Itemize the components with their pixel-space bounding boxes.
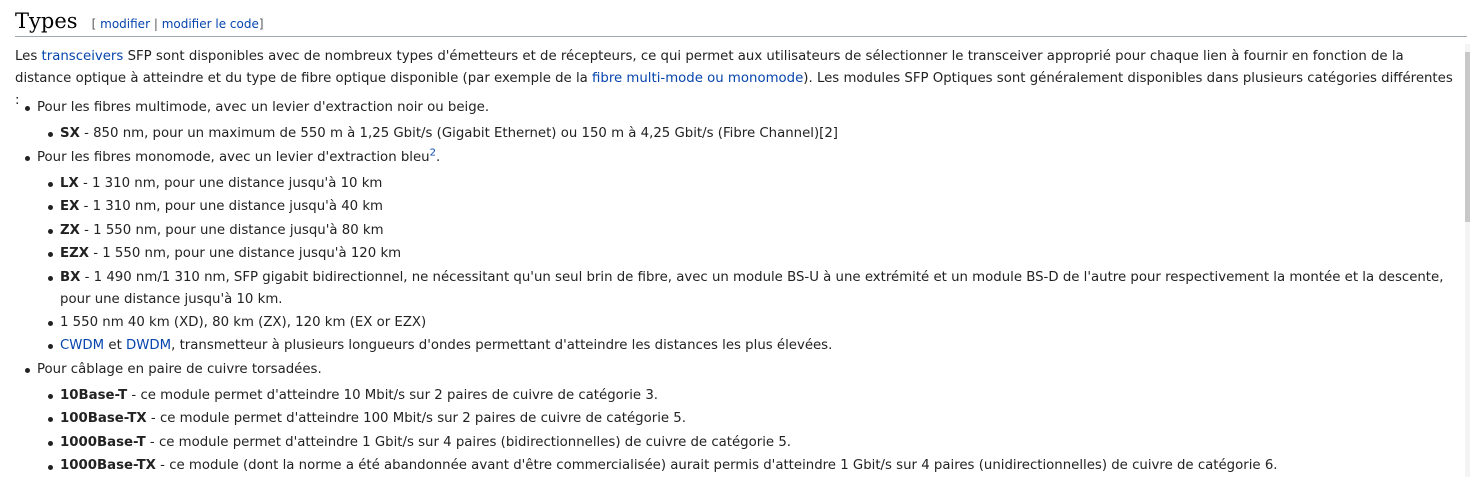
list-item-text: Pour les fibres multimode, avec un levier d'extraction noir ou beige. <box>37 100 490 115</box>
edit-link[interactable]: modifier <box>100 17 150 31</box>
list-item-end: . <box>435 150 441 165</box>
desc-zx: - 1 550 nm, pour une distance jusqu'à 80 km <box>79 223 384 238</box>
list-item-1000base-tx <box>60 455 1278 477</box>
list-item-multimode <box>37 97 489 119</box>
edit-bracket-close: ] <box>258 17 264 31</box>
term-lx: LX <box>60 176 79 191</box>
dwdm-link[interactable]: DWDM <box>126 338 172 353</box>
intro-text-1: Les <box>15 49 42 64</box>
term-sx: SX <box>60 126 80 141</box>
list-item-sx <box>60 123 838 145</box>
section-title: Types <box>15 9 78 33</box>
list-item-bx <box>60 267 1455 311</box>
desc-wdm: , transmetteur à plusieurs longueurs d'ondes permettant d'atteindre les distances les plus élevées. <box>171 338 833 353</box>
list-item-text: Pour les fibres monomode, avec un levier d'extraction bleu <box>37 150 430 165</box>
desc-100base-tx: - ce module permet d'atteindre 100 Mbit/s sur 2 paires de cuivre de catégorie 5. <box>146 411 686 426</box>
list-bullet <box>48 344 53 349</box>
list-bullet <box>48 182 53 187</box>
list-bullet <box>48 132 53 137</box>
edit-code-link[interactable]: modifier le code <box>161 17 259 31</box>
list-item-text: Pour câblage en paire de cuivre torsadées. <box>37 362 322 377</box>
desc-1000base-t: - ce module permet d'atteindre 1 Gbit/s sur 4 paires (bidirectionnelles) de cuivre de catégorie 5. <box>145 435 792 450</box>
fibre-mode-link[interactable]: fibre multi-mode ou monomode <box>592 71 804 86</box>
list-bullet <box>48 417 53 422</box>
term-1000base-tx: 1000Base-TX <box>60 458 156 473</box>
transceivers-link[interactable]: transceivers <box>41 49 124 64</box>
edit-separator: | <box>153 17 158 31</box>
intro-text-3: ). Les modules SFP Optiques sont généralement disponibles dans plusieurs catégories différentes : <box>15 71 1453 108</box>
term-zx: ZX <box>60 223 80 238</box>
list-item-monomode <box>37 147 440 169</box>
list-bullet <box>48 276 53 281</box>
scrollbar-thumb[interactable] <box>1465 52 1470 222</box>
list-bullet <box>48 465 53 470</box>
desc-ezx: - 1 550 nm, pour une distance jusqu'à 120 km <box>88 246 402 261</box>
list-bullet <box>25 156 30 161</box>
intro-text-2: SFP sont disponibles avec de nombreux types d'émetteurs et de récepteurs, ce qui permet aux utilisateurs de sélectionner le transceiver approprié pour chaque lien à fournir en fonction de la distance optique à atteindre et du type de fibre optique disponible (par exemple de la <box>15 49 1404 86</box>
term-100base-tx: 100Base-TX <box>60 411 147 426</box>
desc-bx: - 1 490 nm/1 310 nm, SFP gigabit bidirectionnel, ne nécessitant qu'un seul brin de fibre, avec un module BS-U à une extrémité et un module BS-D de l'autre pour respectivement la montée et la descente, pour une distance jusqu'à 10 km. <box>60 270 1444 307</box>
term-bx: BX <box>60 270 81 285</box>
list-bullet <box>48 252 53 257</box>
desc-ex: - 1 310 nm, pour une distance jusqu'à 40 km <box>79 199 383 214</box>
term-1000base-t: 1000Base-T <box>60 435 146 450</box>
list-item-text: 1 550 nm 40 km (XD), 80 km (ZX), 120 km (EX or EZX) <box>60 315 427 330</box>
desc-lx: - 1 310 nm, pour une distance jusqu'à 10 km <box>78 176 383 191</box>
edit-section-links <box>92 17 264 31</box>
desc-1000base-tx: - ce module (dont la norme a été abandonnée avant d'être commercialisée) aurait permis d'atteindre 1 Gbit/s sur 4 paires (unidirectionnelles) de cuivre de catégorie 6. <box>155 458 1278 473</box>
term-ezx: EZX <box>60 246 89 261</box>
list-bullet <box>25 368 30 373</box>
term-ex: EX <box>60 199 80 214</box>
list-bullet <box>48 441 53 446</box>
list-item-lx <box>60 173 382 195</box>
list-item-zx <box>60 220 384 242</box>
list-item-ezx <box>60 243 401 265</box>
list-bullet <box>48 321 53 326</box>
list-bullet <box>48 394 53 399</box>
list-bullet <box>48 229 53 234</box>
desc-10base-t: - ce module permet d'atteindre 10 Mbit/s sur 2 paires de cuivre de catégorie 3. <box>127 388 659 403</box>
edit-bracket-open: [ <box>91 17 97 31</box>
list-item-wdm <box>60 335 832 357</box>
section-heading <box>15 6 1467 37</box>
list-bullet <box>25 106 30 111</box>
desc-sx: - 850 nm, pour un maximum de 550 m à 1,25 Gbit/s (Gigabit Ethernet) ou 150 m à 4,25 Gbit/s (Fibre Channel)[2] <box>79 126 838 141</box>
term-10base-t: 10Base-T <box>60 388 128 403</box>
list-item-10base-t <box>60 385 658 407</box>
reference-2[interactable]: 2 <box>429 147 436 159</box>
list-item-1000base-t <box>60 432 791 454</box>
list-item-ex <box>60 196 383 218</box>
list-bullet <box>48 205 53 210</box>
conjunction-et: et <box>104 338 127 353</box>
list-item-100base-tx <box>60 408 686 430</box>
cwdm-link[interactable]: CWDM <box>60 338 105 353</box>
list-item-1550 <box>60 312 426 334</box>
list-item-copper <box>37 359 322 381</box>
